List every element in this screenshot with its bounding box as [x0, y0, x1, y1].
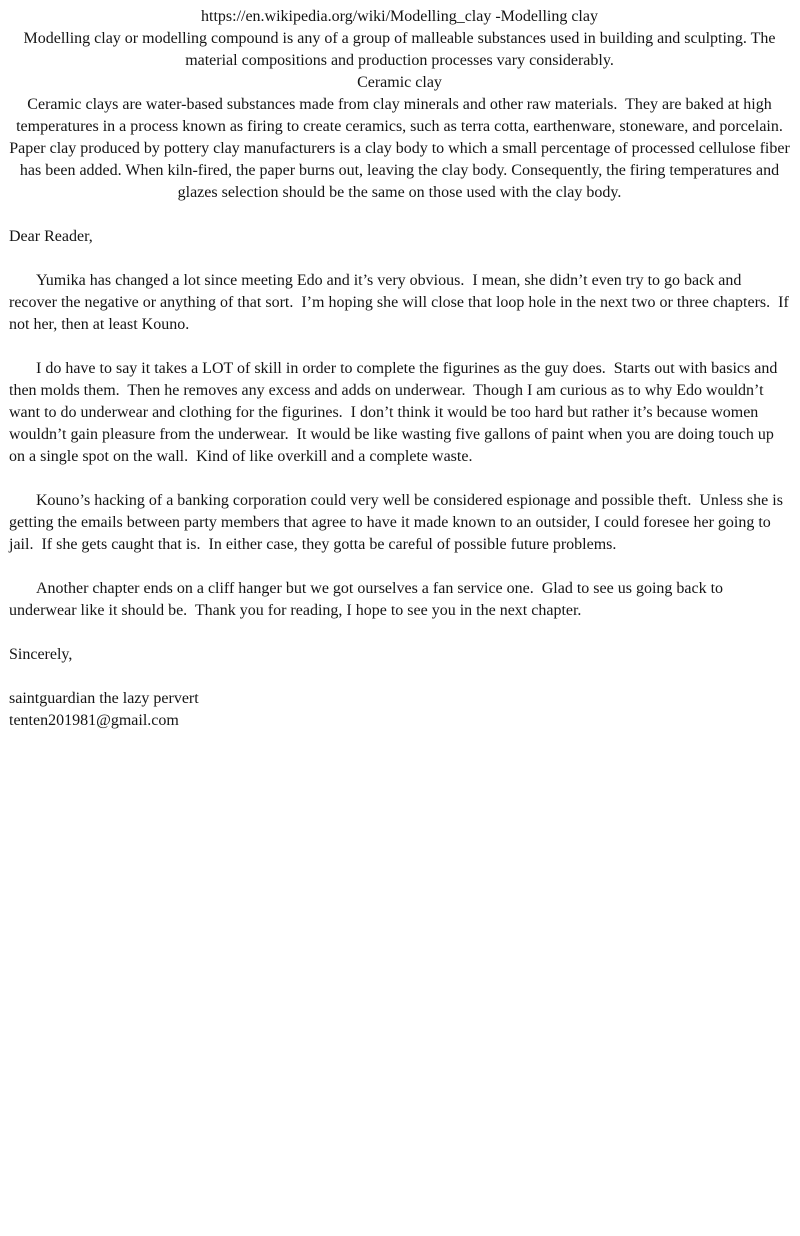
letter-paragraph-1: Yumika has changed a lot since meeting Edo and it’s very obvious. I mean, she didn’t even try to go back and recover the negative or anything of that sort. I’m hoping she will close that loop hole in the next two or three chapters. If not her, then at least Kouno.: [9, 272, 793, 333]
header-url-line: https://en.wikipedia.org/wiki/Modelling_clay -Modelling clay: [201, 8, 598, 25]
letter-paragraph-3: Kouno’s hacking of a banking corporation could very well be considered espionage and possible theft. Unless she is getting the emails between party members that agree to have it made known to an outsider, I could foresee her going to jail. If she gets caught that is. In either case, they gotta be careful of possible future problems.: [9, 492, 787, 553]
signature-name: saintguardian the lazy pervert: [9, 690, 199, 707]
document-header: [9, 6, 794, 204]
signature-email: tenten201981@gmail.com: [9, 712, 179, 729]
header-ceramic-text: Ceramic clays are water-based substances made from clay minerals and other raw materials. They are baked at high temperatures in a process known as firing to create ceramics, such as terra cotta, earthenware, stoneware, and porcelain. Paper clay produced by pottery clay manufacturers is a clay body to which a small percentage of processed cellulose fiber has been added. When kiln-fired, the paper burns out, leaving the clay body. Consequently, the firing temperatures and glazes selection should be the same on those used with the clay body.: [9, 96, 794, 201]
letter-salutation: Dear Reader,: [9, 228, 93, 245]
letter-paragraph-4: Another chapter ends on a cliff hanger but we got ourselves a fan service one. Glad to see us going back to underwear like it should be. Thank you for reading, I hope to see you in the next chapter.: [9, 580, 728, 619]
letter-body: [9, 226, 793, 732]
letter-closing: Sincerely,: [9, 646, 73, 663]
header-section-title: Ceramic clay: [357, 74, 442, 91]
header-intro-text: Modelling clay or modelling compound is any of a group of malleable substances used in building and sculpting. The material compositions and production processes vary considerably.: [23, 30, 780, 69]
letter-paragraph-2: I do have to say it takes a LOT of skill in order to complete the figurines as the guy does. Starts out with basics and then molds them. Then he removes any excess and adds on underwear. Though I am curious as to why Edo wouldn’t want to do underwear and clothing for the figurines. I don’t think it would be too hard but rather it’s because women wouldn’t gain pleasure from the underwear. It would be like wasting five gallons of paint when you are doing touch up on a single spot on the wall. Kind of like overkill and a complete waste.: [9, 360, 782, 465]
